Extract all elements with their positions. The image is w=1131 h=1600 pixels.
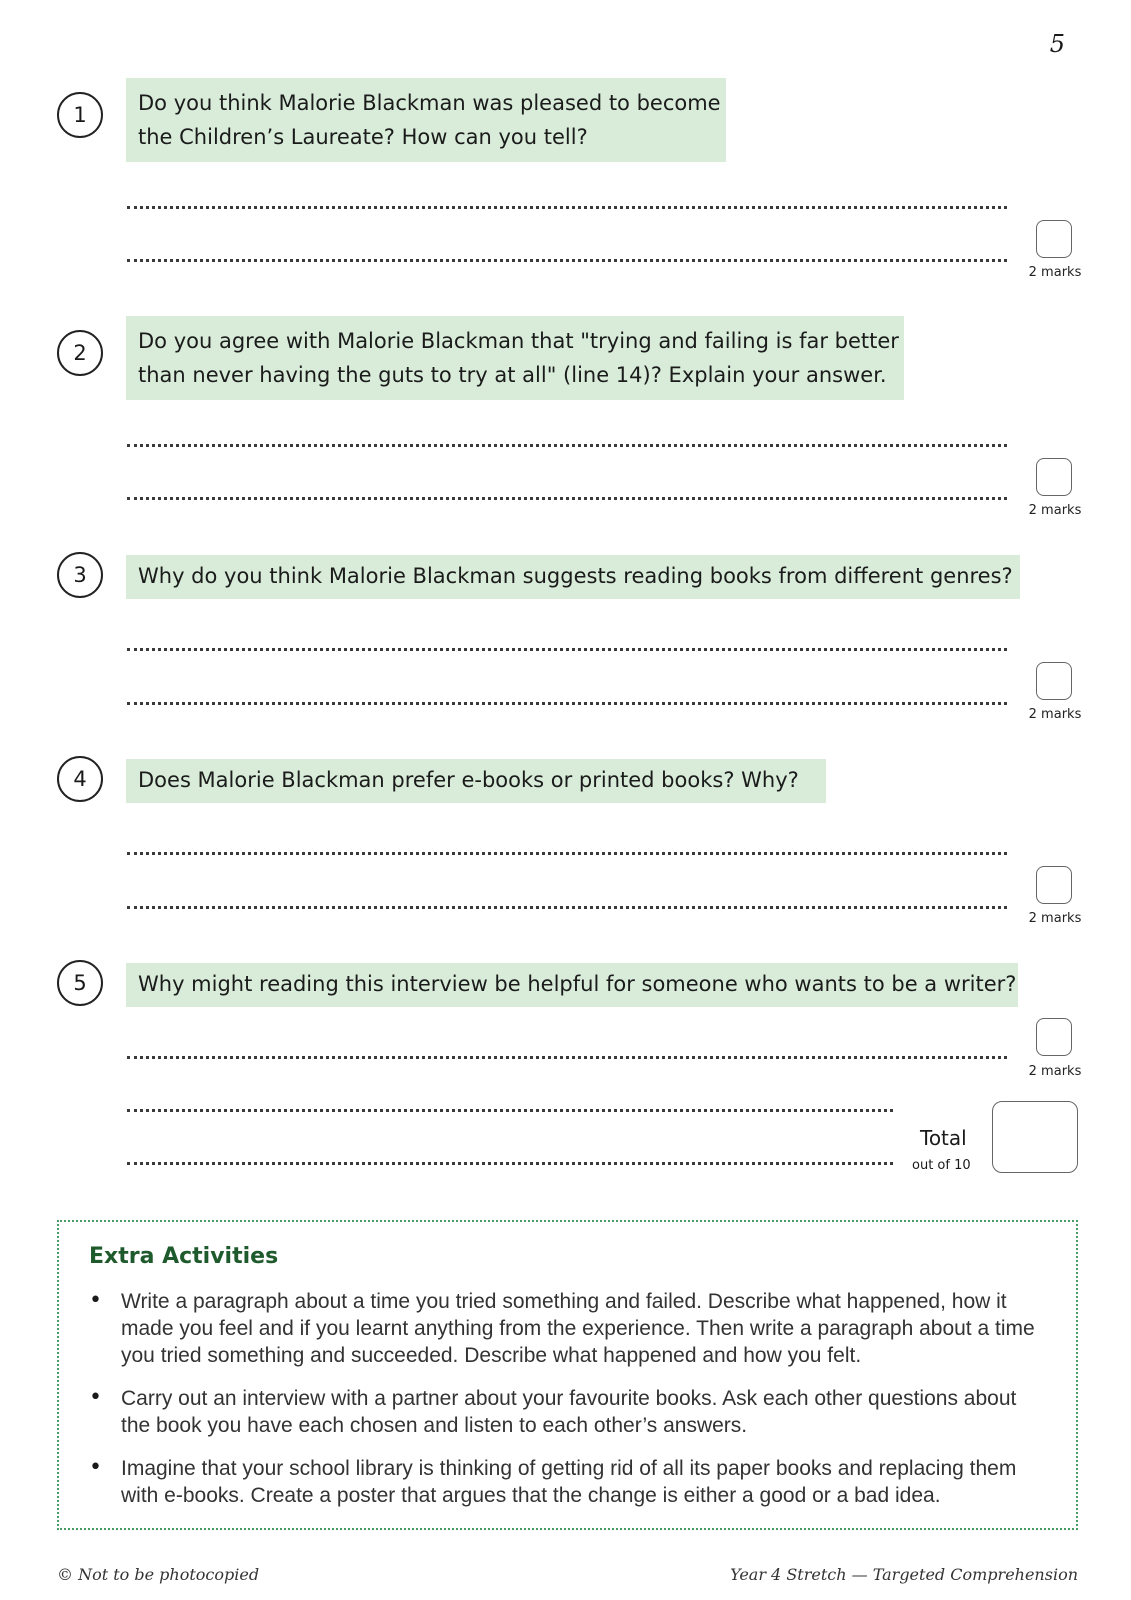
marks-box-3[interactable] xyxy=(1036,662,1072,700)
question-5-text xyxy=(126,963,1018,1007)
answer-line[interactable] xyxy=(127,906,1007,909)
question-2-line-1: Do you agree with Malorie Blackman that "trying and failing is far better xyxy=(138,329,899,353)
marks-label-4: 2 marks xyxy=(1028,911,1082,926)
answer-line[interactable] xyxy=(127,444,1007,447)
answer-line[interactable] xyxy=(127,206,1007,209)
extra-activities-title: Extra Activities xyxy=(89,1244,279,1269)
marks-label-5: 2 marks xyxy=(1028,1064,1082,1079)
bullet-icon: • xyxy=(89,1455,102,1480)
marks-label-2: 2 marks xyxy=(1028,503,1082,518)
marks-box-5[interactable] xyxy=(1036,1018,1072,1056)
question-2-line-2: than never having the guts to try at all" (line 14)? Explain your answer. xyxy=(138,363,887,387)
answer-line[interactable] xyxy=(127,702,1007,705)
bullet-icon: • xyxy=(89,1385,102,1410)
marks-box-4[interactable] xyxy=(1036,866,1072,904)
answer-line[interactable] xyxy=(127,259,1007,262)
total-score-box[interactable] xyxy=(992,1101,1078,1173)
answer-line[interactable] xyxy=(127,1056,1007,1059)
page-number: 5 xyxy=(1049,30,1065,58)
question-1-line-1: Do you think Malorie Blackman was pleased to become xyxy=(138,91,721,115)
marks-box-2[interactable] xyxy=(1036,458,1072,496)
question-1-text xyxy=(126,78,726,162)
answer-line[interactable] xyxy=(127,648,1007,651)
bullet-icon: • xyxy=(89,1288,102,1313)
question-number-5: 5 xyxy=(57,960,103,1006)
question-1-line-2: the Children’s Laureate? How can you tell? xyxy=(138,125,588,149)
question-3-text xyxy=(126,555,1020,599)
answer-line[interactable] xyxy=(127,1162,893,1165)
total-out-of: out of 10 xyxy=(912,1158,971,1173)
question-5-line-1: Why might reading this interview be helpful for someone who wants to be a writer? xyxy=(138,972,1017,996)
marks-label-3: 2 marks xyxy=(1028,707,1082,722)
question-3-line-1: Why do you think Malorie Blackman suggests reading books from different genres? xyxy=(138,564,1013,588)
answer-line[interactable] xyxy=(127,497,1007,500)
question-number-1: 1 xyxy=(57,92,103,138)
question-2-text xyxy=(126,316,904,400)
activity-item-1: Write a paragraph about a time you tried something and failed. Describe what happened, how it made you feel and if you learnt anything from the experience. Then write a paragraph about a time you tried something and succeeded. Describe what happened and how you felt. xyxy=(121,1290,1035,1367)
answer-line[interactable] xyxy=(127,1109,893,1112)
question-number-4: 4 xyxy=(57,756,103,802)
marks-box-1[interactable] xyxy=(1036,220,1072,258)
question-4-text xyxy=(126,759,826,803)
question-4-line-1: Does Malorie Blackman prefer e-books or printed books? Why? xyxy=(138,768,799,792)
extra-activities-panel xyxy=(57,1220,1078,1530)
marks-label-1: 2 marks xyxy=(1028,265,1082,280)
footer-book-title: Year 4 Stretch — Targeted Comprehension xyxy=(730,1565,1078,1584)
activity-item-3: Imagine that your school library is thinking of getting rid of all its paper books and replacing them with e-books. Create a poster that argues that the change is either a good or a bad idea. xyxy=(121,1457,1017,1507)
question-number-2: 2 xyxy=(57,330,103,376)
footer-copyright: © Not to be photocopied xyxy=(57,1565,260,1584)
answer-line[interactable] xyxy=(127,852,1007,855)
question-number-3: 3 xyxy=(57,552,103,598)
total-label: Total xyxy=(920,1126,967,1150)
activity-item-2: Carry out an interview with a partner about your favourite books. Ask each other questions about the book you have each chosen and listen to each other’s answers. xyxy=(121,1387,1017,1437)
